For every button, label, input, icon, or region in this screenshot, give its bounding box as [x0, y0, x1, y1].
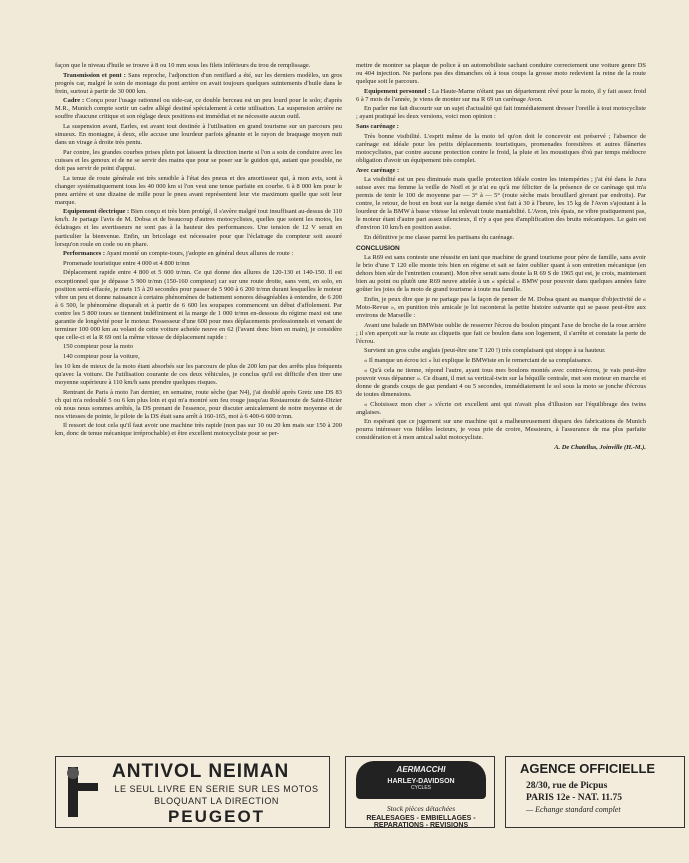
aermacchi-ad	[345, 756, 495, 828]
paragraph	[55, 250, 342, 258]
paragraph	[55, 353, 342, 361]
paragraph-text: En définitive je me classe parmi les partisans du carénage.	[364, 234, 515, 242]
paragraph-text: Promenade touristique entre 4 000 et 4 800 tr/mn	[63, 259, 190, 267]
paragraph-text: « Qu'à cela ne tienne, répond l'autre, ayant tous mes boulons montés avec contre-écrou, je vais peut-être pouvoir vous dépanner ». Ce disant, il met sa vertical-twin sur la béquille centrale, met son moteur en marche et donne de grands coups de gaz pendant 4 ou 5 secondes, immédiatement le sol sous la moto se jonche d'écrous de toutes dimensions.	[356, 366, 646, 398]
paragraph-text: Avant une balade un BMWiste oublie de resserrer l'écrou du boulon pinçant l'axe de broche de la roue arrière ; il s'en aperçoit sur la route au cliquetis que fait ce boulon dans son logement, il s'arrête et constate la perte de l'écrou.	[356, 321, 646, 345]
paragraph-text: Ayant monté un compte-tours, j'adopte en général deux allures de route :	[105, 250, 294, 258]
advertisement-strip	[55, 756, 665, 828]
paragraph-heading: Sans carénage :	[356, 123, 399, 131]
paragraph-text: mettre de montrer sa plaque de police à un automobiliste sachant conduire correctement une voiture genre DS ou 404 injection. Ne parlons pas des dimanches où à tous coups la grosse moto redevient la reine de la route quelque soit le parcours.	[356, 62, 646, 86]
paragraph-text: Enfin, je peux dire que je ne partage pas la façon de penser de M. Dobsa quant au manque d'objectivité de « Moto-Revue », en punition très amicale je lui raconterai la petite histoire suivante qui se passe peut-être aux environs de Marseille :	[356, 296, 646, 320]
paragraph	[356, 357, 646, 365]
paragraph-heading: Cadre :	[63, 97, 85, 105]
paragraph	[356, 105, 646, 121]
paragraph-text: Il ressort de tout cela qu'il faut avoir une machine très rapide (non pas sur 10 ou 20 km mais sur 150 à 200 km, donc de tenue mécanique irréprochable) et être excellent motocycliste pour se per-	[55, 422, 342, 438]
aermacchi-logo	[356, 761, 486, 799]
right-column	[356, 62, 646, 454]
paragraph	[55, 389, 342, 421]
paragraph	[356, 133, 646, 165]
paragraph	[356, 123, 646, 131]
paragraph-heading: Equipement personnel :	[364, 87, 431, 95]
paragraph	[55, 363, 342, 387]
services-label: REALESAGES - EMBIELLAGES - REPARATIONS - REVISIONS	[366, 815, 476, 829]
steering-lock-icon	[60, 763, 102, 823]
paragraph	[356, 347, 646, 355]
paragraph	[356, 234, 646, 242]
agence-title: AGENCE OFFICIELLE	[520, 761, 656, 776]
ad-title: ANTIVOL NEIMAN	[112, 761, 290, 782]
paragraph-text: Bien conçu et très bien protégé, il s'avère malgré tout insuffisant au-dessus de 110 km/h. Je partage l'avis de M. Dobsa et de beaucoup d'autres motocyclistes, quelles que soient les motos, les éclairages et les avertisseurs ne sont pas à la hauteur des performances. Une tension de 12 V serait en particulier la bienvenue. Enfin, un bricolage est nécessaire pour que l'éclairage du compteur soit assuré lorsqu'on roule en code ou en phare.	[55, 208, 342, 248]
harley-davidson-label: HARLEY-DAVIDSON	[387, 778, 455, 785]
paragraph	[356, 367, 646, 399]
paragraph	[55, 123, 342, 147]
paragraph	[55, 62, 342, 70]
stock-label: Stock pièces détachées	[386, 804, 456, 813]
section-heading: CONCLUSION	[356, 245, 400, 253]
ad-brand: PEUGEOT	[167, 807, 266, 826]
paragraph-text: Déplacement rapide entre 4 800 et 5 600 tr/mn. Ce qui donne des allures de 120-130 et 140-150. Il est exceptionnel que je dépasse 5 900 tr/mn (150-160 compteur) car sur une route droite, sans vent, en solo, en position semi-effacée, je mets 15 à 20 secondes pour passer de 5 900 à 6 200 tr/mn durant lesquelles le moteur vibre un peu et donne naissance à certains phénomènes de battement sonores désagréables à entendre, de 6 200 à 6 500, le phénomène disparaît et à partir de 6 600 les soupapes commencent un début d'affolement. Par contre les 5 800 tours se tiennent indéfiniment et la marge de 1 000 tr/mn en-dessous du régime maxi est une garantie de longévité pour le moteur. Possesseur d'une 600 pour mes déplacements professionnels et venant de terminer 100 000 km au volant de cette voiture achetée neuve en 62 (l'avant donc bien en main), je considère que celle-ci et la R 69 ont la même vitesse de déplacement rapide :	[55, 269, 342, 341]
paragraph-heading: Transmission et pont :	[63, 71, 126, 79]
paragraph-text: La visibilité est un peu diminuée mais quelle protection idéale contre les intempéries ; j'ai été dans le Jura suisse avec ma femme la veille de Noël et je n'ai eu qu'à me féliciter de la présence de ce carénage qui m'a permis de tenir le 100 de moyenne par — 3° à — 5° (route sèche mais brouillard givrant par endroits). Par contre, le retour, de bout en bout sur la neige damée s'est fait à 30 à l'heure, les 15 kg de l'Avon s'ajoutant à la lourdeur de la BMW à basse vitesse lui enlevait toute maniabilité. L'Avon, très épais, ne vibre pratiquement pas, le moteur étant d'autre part assez silencieux, il n'y a que peu d'amplification des bruits mécaniques. Le gain est d'environ 10 km/h en position assise.	[356, 176, 646, 232]
aermacchi-brand: AERMACCHI	[396, 765, 446, 774]
paragraph	[55, 422, 342, 438]
agence-exchange: — Echange standard complet	[526, 805, 621, 814]
harley-davidson-sub: CYCLES	[410, 785, 431, 791]
paragraph-text: Survient un gros cube anglais (peut-être une T 120 !) très complaisant qui stoppe à sa hauteur.	[364, 347, 606, 355]
paragraph-text: Conçu pour l'usage rationnel ou side-car, ce double berceau est un peu lourd pour le solo; d'après M.R., Munich compte sortir un cadre allégé destiné spécialement à cette utilisation. La suspension arrière ne souffre d'aucune critique et son réglage deux positions est immédiat et ne nécessite aucun outil.	[55, 97, 342, 121]
antivol-neiman-ad	[55, 756, 330, 828]
paragraph	[55, 343, 342, 351]
signature: A. De Chatellus, Joinville (H.-M.).	[554, 443, 646, 451]
agence-officielle-ad	[505, 756, 685, 828]
paragraph-text: Par contre, les grandes courbes prises plein pot laissent la direction inerte si l'on a soin de conduire avec les cuisses et les genoux et de ne se servir des mains que pour se poser sur le guidon qui, autant que possible, ne doit pas servir de point d'appui.	[55, 148, 342, 172]
paragraph-text: façon que le niveau d'huile se trouve à 8 ou 10 mm sous les filets inférieurs du trou de remplissage.	[55, 62, 311, 69]
paragraph-text: La tenue de route générale est très sensible à l'état des pneus et des amortisseur qui, à mon avis, sont à changer systématiquement tous les 40 000 km si l'on veut une tenue parfaite en courbe. 6 à 8 000 km pour le pneu arrière et une dizaine de mille pour le pneu avant représentent leur vie maximum quelle que soit leur marque.	[55, 174, 342, 206]
paragraph	[356, 176, 646, 232]
paragraph-text: Très bonne visibilité. L'esprit même de la moto tel qu'on doit le concevoir est préservé ; l'absence de carénage est idéale pour les petits déplacements touristiques, promenades forestières et autres flâneries motocyclistes, par contre aucune protection contre le froid, la pluie et les moustiques d'où par temps médiocre obligation d'avoir un équipement très complet.	[356, 132, 646, 164]
left-column	[55, 62, 342, 440]
agence-city: PARIS 12e - NAT. 11.75	[526, 793, 623, 803]
paragraph-text: « Choisissez mon cher » s'écrie cet excellent ami qui n'avait plus d'illusion sur l'équilibrage des twins anglaises.	[356, 400, 646, 416]
paragraph-text: La suspension avant, Earles, est avant tout destinée à l'utilisation en grand tourisme sur un parcours peu sinueux. En montagne, à deux, elle accuse une lourdeur parfois gênante et le rayon de braquage moyen nuit dans un virage à droite très pentu.	[55, 123, 342, 147]
paragraph	[356, 88, 646, 104]
paragraph	[356, 296, 646, 320]
paragraph	[55, 269, 342, 341]
ad-line-2: BLOQUANT LA DIRECTION	[154, 796, 279, 806]
paragraph-heading: Avec carénage :	[356, 166, 400, 174]
agence-address: 28/30, rue de Picpus	[526, 781, 608, 791]
paragraph	[55, 97, 342, 121]
paragraph	[55, 208, 342, 248]
paragraph	[356, 254, 646, 294]
paragraph-text: 140 compteur pour la voiture,	[63, 353, 140, 361]
paragraph	[55, 149, 342, 173]
paragraph	[356, 401, 646, 417]
paragraph-text: les 10 km de mieux de la moto étant absorbés sur les parcours de plus de 200 km par des arrêts plus fréquents qu'avec la voiture. De l'utilisation courante de ces deux véhicules, je conclus qu'il est difficile d'en tirer une moyenne supérieure à 110 km/h sans prendre quelques risques.	[55, 362, 342, 386]
paragraph	[356, 167, 646, 175]
paragraph	[55, 175, 342, 207]
paragraph	[356, 322, 646, 346]
paragraph	[356, 418, 646, 442]
paragraph-text: « Il manque un écrou ici » lui explique le BMWiste en le remerciant de sa complaisance.	[364, 357, 593, 365]
paragraph	[356, 62, 646, 86]
paragraph-text: La R69 est sans conteste une réussite en tant que machine de grand tourisme pour père de famille, sans avoir le brio d'une T 120 elle monte très bien en régime et sait se faire oublier quant à son entretien mécanique (en dehors bien sûr de l'entretien courant). Mon rêve serait sans doute la R 69 S de 1965 qui est, je crois, maintenant bien au point ou plutôt une R69 neuve attelée à un « spécial » BMW pour pouvoir dans quelques années faire goûter les joies de la moto de grand tourisme à toute ma famille.	[356, 254, 646, 294]
paragraph-text: En parler me fait discourir sur un sujet d'actualité qui fait immédiatement dresser l'oreille à tout motocycliste ; ayant pratiqué les deux versions, voici mon opinion :	[356, 105, 646, 121]
paragraph-text: En espérant que ce jugement sur une machine qui a malheureusement disparu des fabrications de Munich pourra intéresser vos fidèles lecteurs, je vous prie de croire, Messieurs, à l'assurance de ma plus parfaite considération et à mon amical salut motocycliste.	[356, 418, 646, 442]
paragraph-text: 150 compteur pour la moto	[63, 343, 134, 351]
paragraph	[55, 72, 342, 96]
paragraph	[55, 260, 342, 268]
paragraph-heading: Performances :	[63, 250, 106, 258]
paragraph-text: Rentrant de Paris à moto l'an dernier, en semaine, route sèche (par N4), j'ai doublé après Gretz une DS 83 ch qui m'a redoublé 5 ou 6 km plus loin et qui m'a montré son feu rouge jusqu'au Restauroute de Saint-Dizier où nous nous sommes arrêtés, la DS prenant de l'essence, pour discuter amicalement de notre moyenne et de nos vitesses de pointe, le pilote de la DS était sans arrêt à 160-165, moi à 6 400-6 600 tr/mn.	[55, 388, 342, 420]
paragraph-text: La Haute-Marne n'étant pas un département rêvé pour la moto, il y fait assez froid 6 à 7 mois de l'année, je viens de monter sur ma R 69 un carénage Avon.	[356, 87, 646, 103]
paragraph-text: Sans reproche, l'adjonction d'un reniflard a été, sur les derniers modèles, un gros progrès car, malgré le soin de montage du pont arrière on avait toujours quelques suintements d'huile dans le frein, surtout à partir de 30 000 km.	[55, 71, 342, 95]
ad-line-1: LE SEUL LIVRE EN SERIE SUR LES MOTOS	[114, 784, 319, 794]
paragraph-heading: Equipement électrique :	[63, 208, 130, 216]
